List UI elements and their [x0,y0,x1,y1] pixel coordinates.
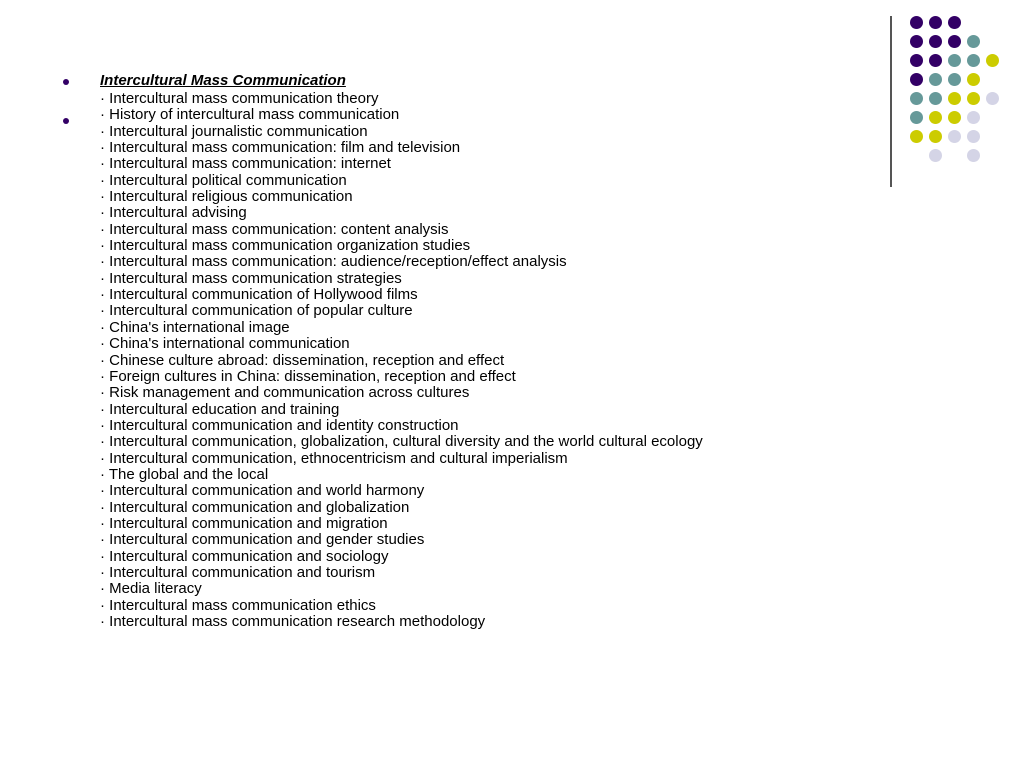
decorative-dot [910,54,923,67]
decorative-dot [929,73,942,86]
decorative-dot [948,35,961,48]
title-bullet-row [60,71,860,91]
topic-item: · Intercultural political communication [100,171,347,189]
topic-item: · Intercultural religious communication [100,188,353,206]
decorative-dot [910,16,923,29]
topic-item: · Intercultural communication and gender studies [100,531,425,549]
topic-list [100,91,860,630]
topic-item: · History of intercultural mass communication [100,106,400,124]
decorative-dot [910,73,923,86]
bullet-icon [63,79,69,85]
decorative-dot [967,35,980,48]
decorative-dot [948,73,961,86]
decorative-dot [967,73,980,86]
topic-item: · China's international communication [100,335,350,353]
topic-item: · Intercultural communication and migration [100,514,388,532]
topic-item: · Intercultural education and training [100,400,340,418]
topic-item: · Intercultural mass communication: content analysis [100,220,449,238]
slide-heading: Intercultural Mass Communication [100,72,346,89]
topic-item: · Foreign cultures in China: dissemination, reception and effect [100,367,516,385]
decorative-dot [910,92,923,105]
decorative-dot [967,149,980,162]
decorative-dot [910,111,923,124]
decorative-dot [967,92,980,105]
topic-item: · Intercultural mass communication strategies [100,269,402,287]
decorative-dot [948,92,961,105]
decorative-dot [967,130,980,143]
decorative-dot [929,149,942,162]
topic-item: · Intercultural mass communication: audience/reception/effect analysis [100,253,567,271]
topic-item: · Intercultural mass communication theory [100,90,379,107]
topic-item: · Risk management and communication across cultures [100,384,470,402]
topic-item: · Intercultural mass communication organization studies [100,237,471,255]
topic-item: · Chinese culture abroad: dissemination, reception and effect [100,351,505,369]
decorative-dot [929,54,942,67]
decorative-dot [910,130,923,143]
decorative-dot [929,130,942,143]
topic-item: · China's international image [100,318,290,336]
decorative-dot [948,130,961,143]
topic-item: · Intercultural communication and tourism [100,563,376,581]
topic-item: · Intercultural communication of popular culture [100,302,413,320]
decorative-dot [986,54,999,67]
topic-item: · Intercultural mass communication ethics [100,596,376,614]
topic-item: · Intercultural communication, ethnocentricism and cultural imperialism [100,449,568,467]
topic-item: · Media literacy [100,580,202,598]
decorative-dot [910,35,923,48]
topic-item: · Intercultural communication and identity construction [100,416,459,434]
topic-item: · Intercultural mass communication: internet [100,155,391,173]
decorative-dot [929,92,942,105]
topic-item: · Intercultural communication and globalization [100,498,410,516]
decorative-dot [967,54,980,67]
topic-item: · Intercultural communication and world harmony [100,482,425,500]
topic-item: · Intercultural communication, globalization, cultural diversity and the world cultural ecology [100,433,703,451]
decorative-dot [929,35,942,48]
bullet-icon [63,118,69,124]
decorative-dot [929,111,942,124]
topics-bullet-row [60,91,860,630]
topic-item: · Intercultural communication of Hollywood films [100,286,418,304]
decorative-dot [967,111,980,124]
slide-content [60,71,860,630]
decorative-dot [948,54,961,67]
topic-item: · Intercultural mass communication research methodology [100,613,486,630]
decorative-vertical-line [890,16,892,187]
decorative-dot [986,92,999,105]
topic-item: · Intercultural advising [100,204,247,222]
decorative-dot [948,111,961,124]
topic-item: · Intercultural journalistic communication [100,122,368,140]
topic-item: · Intercultural mass communication: film and television [100,139,461,157]
topic-item: · The global and the local [100,465,269,483]
decorative-dot [948,16,961,29]
topic-item: · Intercultural communication and sociology [100,547,389,565]
decorative-dot-grid [910,16,1010,166]
decorative-dot [929,16,942,29]
